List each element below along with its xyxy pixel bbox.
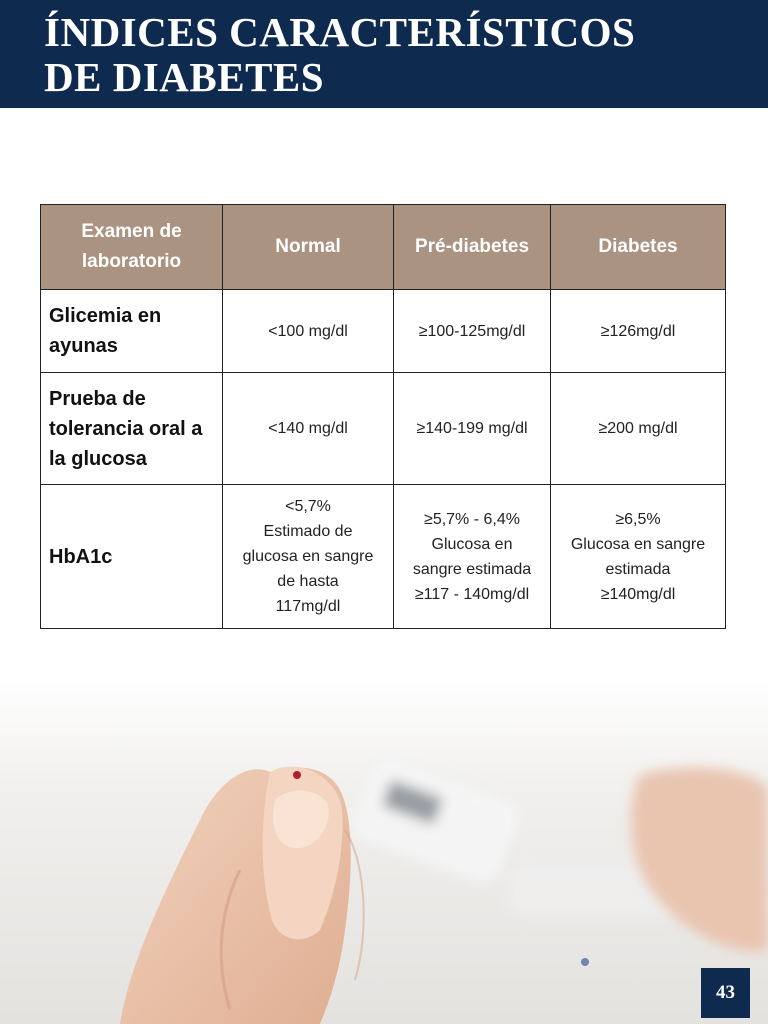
cell-text: <100 mg/dl xyxy=(268,322,348,340)
cell-text: Glucosa en sangre xyxy=(570,535,706,553)
column-header-diabetes: Diabetes xyxy=(551,205,726,290)
cell-text: glucosa en sangre xyxy=(242,548,374,565)
page-number: 43 xyxy=(701,968,750,1018)
table-header-row xyxy=(41,205,726,290)
cell-text: ≥117 - 140mg/dl xyxy=(414,585,530,603)
row-label: HbA1c xyxy=(41,485,223,629)
cell-text: de hasta xyxy=(277,573,339,590)
cell-diabetes xyxy=(551,290,726,373)
cell-prediabetes xyxy=(394,290,551,373)
cell-prediabetes xyxy=(394,373,551,485)
cell-diabetes xyxy=(551,373,726,485)
table-row xyxy=(41,290,726,373)
cell-prediabetes xyxy=(394,485,551,629)
cell-text: estimada xyxy=(605,560,671,578)
cell-normal xyxy=(223,290,394,373)
page-title xyxy=(44,10,635,100)
cell-text: ≥126mg/dl xyxy=(600,322,676,340)
cell-text: Estimado de xyxy=(263,523,353,540)
cell-text: <5,7% xyxy=(285,498,331,515)
table-row xyxy=(41,485,726,629)
glucose-test-photo xyxy=(0,680,768,1024)
cell-text: ≥100-125mg/dl xyxy=(418,322,526,340)
title-line-1: ÍNDICES CARACTERÍSTICOS xyxy=(44,9,636,55)
cell-normal xyxy=(223,485,394,629)
cell-text: <140 mg/dl xyxy=(268,420,348,437)
cell-text: ≥200 mg/dl xyxy=(598,420,678,437)
row-label: Glicemia en ayunas xyxy=(41,290,223,373)
finger-prick-illustration xyxy=(0,680,768,1024)
cell-text: sangre estimada xyxy=(412,560,532,578)
cell-text: 117mg/dl xyxy=(275,598,341,615)
cell-diabetes xyxy=(551,485,726,629)
column-header-prediabetes: Pré-diabetes xyxy=(394,205,551,290)
cell-normal xyxy=(223,373,394,485)
table-row xyxy=(41,373,726,485)
row-label: Prueba de tolerancia oral a la glucosa xyxy=(41,373,223,485)
diabetes-index-table xyxy=(40,204,726,629)
cell-text: ≥140-199 mg/dl xyxy=(416,420,528,437)
cell-text: ≥140mg/dl xyxy=(600,585,676,603)
cell-text: Glucosa en xyxy=(431,535,513,553)
column-header-normal: Normal xyxy=(223,205,394,290)
page-header xyxy=(0,0,768,108)
cell-text: ≥6,5% xyxy=(615,510,661,528)
column-header-exam: Examen de laboratorio xyxy=(41,205,223,290)
blood-drop xyxy=(293,771,301,779)
title-line-2: DE DIABETES xyxy=(44,54,325,100)
cell-text: ≥5,7% - 6,4% xyxy=(424,510,520,528)
